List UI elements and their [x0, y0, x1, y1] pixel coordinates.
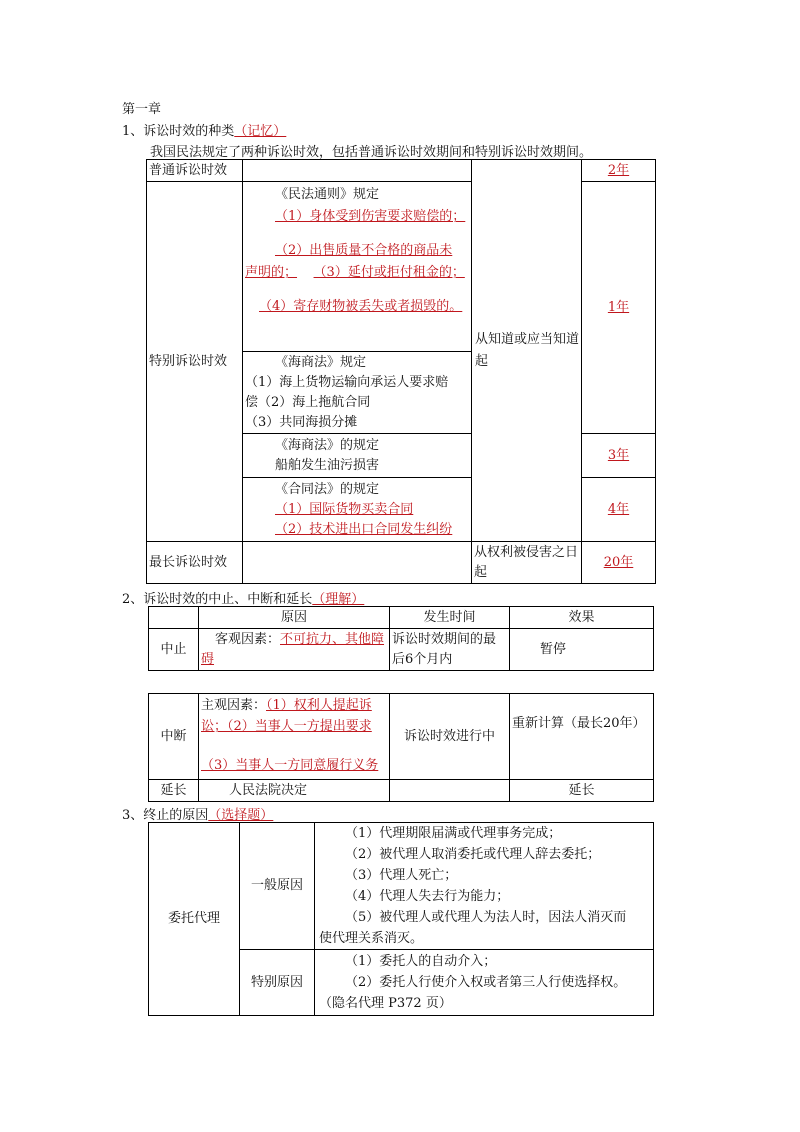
haishang-2-cell: [243, 434, 472, 478]
special-item-2: （2）委托人行使介入权或者第三人行使选择权。: [345, 975, 627, 990]
hetong-l2: （2）技术进出口合同发生纠纷: [275, 521, 453, 537]
minfa-item-3: （3）延付或拒付租金的；: [313, 265, 465, 280]
haishang-1-l2: 偿（2）海上拖航合同: [245, 394, 371, 410]
minfa-item-4: （4）寄存财物被丢失或者损毁的。: [259, 299, 463, 314]
interrupt-table: [148, 693, 654, 802]
section-2-title-text: 2、诉讼时效的中止、中断和延长: [122, 592, 313, 607]
suspend-effect: 暂停: [510, 629, 654, 671]
longest-start: 从权利被侵害之日起: [472, 542, 582, 584]
period-2-years: 2年: [582, 160, 656, 182]
agency-label: 委托代理: [149, 823, 240, 1016]
section-1-title: [122, 120, 286, 139]
haishang-1-cell: [243, 352, 472, 434]
haishang-1-title: 《海商法》规定: [275, 354, 367, 370]
minfa-item-2b: 声明的；: [245, 265, 298, 280]
interrupt-line-1: [201, 695, 387, 716]
longest-row-table: [146, 541, 656, 584]
hetong-cell: [243, 478, 472, 542]
interrupt-reason-prefix: 主观因素：: [201, 698, 267, 713]
extend-label: 延长: [149, 780, 199, 802]
hetong-l1: （1）国际货物买卖合同: [275, 501, 414, 517]
statute-types-table: [146, 159, 656, 542]
period-20-years: 20年: [582, 542, 656, 584]
section-3-tag: （选择题）: [208, 808, 274, 823]
general-item-1: （1）代理期限届满或代理事务完成；: [345, 826, 562, 841]
section-1-title-text: 1、诉讼时效的种类: [122, 124, 235, 139]
suspend-label: 中止: [149, 629, 199, 671]
general-label: 普通诉讼时效: [147, 160, 243, 182]
section-1-intro: 我国民法规定了两种诉讼时效，包括普通诉讼时效期间和特别诉讼时效期间。: [150, 145, 593, 160]
general-item-4: （4）代理人失去行为能力；: [345, 889, 510, 904]
general-item-5: （5）被代理人或代理人为法人时，因法人消灭而: [345, 910, 627, 925]
period-4-years: 4年: [582, 478, 656, 542]
special-reasons: [315, 950, 654, 1016]
section-2-tag: （理解）: [312, 592, 365, 607]
general-reason-label: 一般原因: [240, 823, 315, 950]
header-time: 发生时间: [390, 607, 510, 629]
general-item-6: 使代理关系消灭。: [319, 931, 424, 946]
minfa-title: 《民法通则》规定: [275, 187, 380, 202]
interrupt-reason: [199, 694, 390, 780]
section-3-title-text: 3、终止的原因: [122, 808, 209, 823]
special-label: 特别诉讼时效: [147, 182, 243, 542]
extend-effect: 延长: [510, 780, 654, 802]
minfa-cell: [243, 182, 472, 352]
section-1-tag: （记忆）: [234, 124, 287, 139]
start-text: 从知道或应当知道起: [472, 160, 582, 542]
suspend-time: 诉讼时效期间的最后6个月内: [390, 629, 510, 671]
longest-label: 最长诉讼时效: [147, 542, 243, 584]
section-3-title: [122, 804, 273, 823]
interrupt-r1b: 讼；（2）当事人一方提出要求: [201, 719, 372, 734]
haishang-1-l1: （1）海上货物运输向承运人要求赔: [245, 374, 449, 390]
special-item-3: （隐名代理 P372 页）: [319, 996, 452, 1011]
suspend-table: [148, 606, 654, 671]
haishang-1-l3: （3）共同海损分摊: [245, 414, 358, 430]
hetong-title: 《合同法》的规定: [275, 481, 380, 497]
suspend-reason-prefix: 客观因素：: [215, 631, 281, 647]
haishang-2-title: 《海商法》的规定: [275, 437, 380, 453]
minfa-item-2-3: [245, 262, 469, 284]
minfa-item-2: （2）出售质量不合格的商品未: [275, 243, 453, 258]
section-2-title: [122, 588, 364, 607]
general-reasons: [315, 823, 654, 950]
period-3-years: 3年: [582, 434, 656, 478]
header-effect: 效果: [510, 607, 654, 629]
header-reason: 原因: [199, 607, 390, 629]
interrupt-effect: 重新计算（最长20年）: [510, 694, 654, 780]
general-item-2: （2）被代理人取消委托或代理人辞去委托；: [345, 847, 601, 862]
chapter-heading: 第一章: [122, 102, 162, 117]
suspend-reason-red: 不可抗力、其他障碍: [201, 631, 385, 667]
period-1-year: 1年: [582, 182, 656, 434]
interrupt-r3: （3）当事人一方同意履行义务: [201, 758, 379, 773]
minfa-item-1: （1）身体受到伤害要求赔偿的；: [275, 209, 466, 224]
interrupt-label: 中断: [149, 694, 199, 780]
termination-table: [148, 822, 654, 1016]
general-item-3: （3）代理人死亡；: [345, 868, 458, 883]
interrupt-r1: （1）权利人提起诉: [266, 698, 372, 713]
suspend-reason: [199, 629, 390, 671]
extend-reason: 人民法院决定: [199, 780, 390, 802]
special-item-1: （1）委托人的自动介入；: [345, 954, 497, 969]
haishang-2-l1: 船舶发生油污损害: [275, 457, 380, 473]
special-reason-label: 特别原因: [240, 950, 315, 1016]
interrupt-time: 诉讼时效进行中: [390, 694, 510, 780]
